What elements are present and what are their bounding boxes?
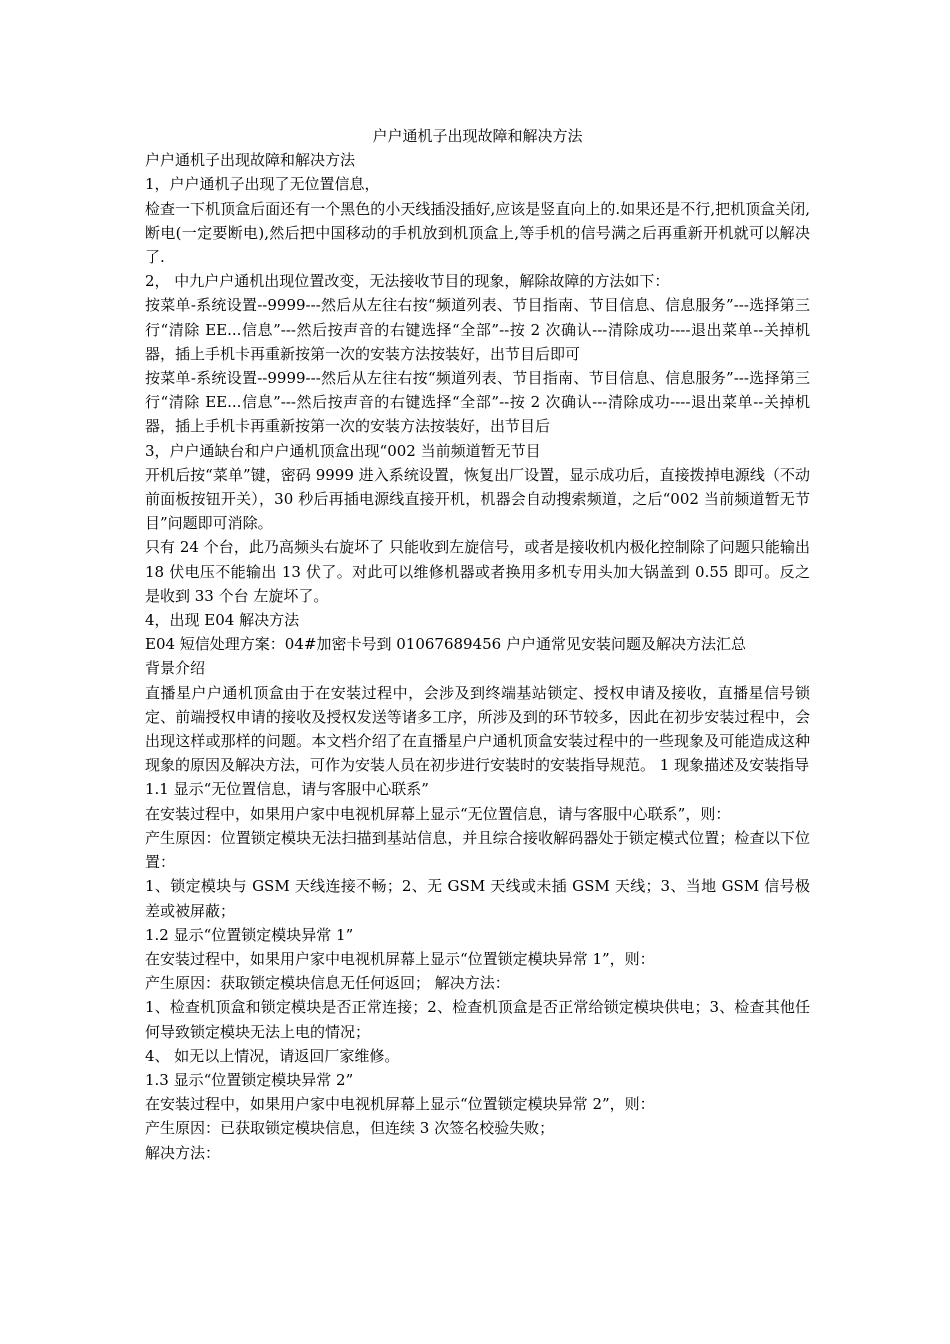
paragraph: 直播星户户通机顶盒由于在安装过程中，会涉及到终端基站锁定、授权申请及接收，直播星信号锁定、前端授权申请的接收及授权发送等诸多工序，所涉及到的环节较多，因此在初步安装过程中，会出现这样或那样的问题。本文档介绍了在直播星户户通机顶盒安装过程中的一些现象及可能造成这种现象的原因及解决方法，可作为安装人员在初步进行安装时的安装指导规范。 1 现象描述及安装指导 (145, 683, 810, 775)
paragraph: 1.1 显示“无位置信息，请与客服中心联系” (145, 780, 429, 799)
paragraph: 按菜单-系统设置--9999---然后从左往右按“频道列表、节目指南、节目信息、信息服务”---选择第三行“清除 EE...信息”---然后按声音的右键选择“全部”--按 2 次确认---清除成功----退出菜单--关掉机器，插上手机卡再重新按第一次的安装方法按装好，出节目后即可 (145, 296, 810, 363)
paragraph: 检查一下机顶盒后面还有一个黑色的小天线插没插好,应该是竖直向上的.如果还是不行,把机顶盒关闭,断电(一定要断电),然后把中国移动的手机放到机顶盒上,等手机的信号满之后再重新开机就可以解决了. (145, 199, 810, 267)
paragraph: 只有 24 个台，此乃高频头右旋坏了 只能收到左旋信号，或者是接收机内极化控制除了问题只能输出 18 伏电压不能输出 13 伏了。对此可以维修机器或者换用多机专用头加大锅盖到 0.55 即可。反之是收到 33 个台 左旋坏了。 (145, 538, 810, 605)
page-title: 户户通机子出现故障和解决方法 (372, 127, 583, 145)
paragraph: 2， 中九户户通机出现位置改变，无法接收节目的现象，解除故障的方法如下： (145, 272, 670, 291)
paragraph: 1.3 显示“位置锁定模块异常 2” (145, 1070, 354, 1089)
paragraph: E04 短信处理方案：04#加密卡号到 01067689456 户户通常见安装问题及解决方法汇总 (145, 635, 746, 654)
paragraph: 背景介绍 (145, 659, 206, 678)
paragraph: 产生原因：获取锁定模块信息无任何返回； 解决方法： (145, 974, 510, 993)
paragraph: 产生原因：已获取锁定模块信息，但连续 3 次签名校验失败； (145, 1119, 555, 1138)
paragraph: 1、检查机顶盒和锁定模块是否正常连接；2、检查机顶盒是否正常给锁定模块供电；3、检查其他任何导致锁定模块无法上电的情况； (145, 998, 810, 1041)
paragraph: 产生原因：位置锁定模块无法扫描到基站信息，并且综合接收解码器处于锁定模式位置；检查以下位置： (145, 828, 810, 872)
paragraph: 在安装过程中，如果用户家中电视机屏幕上显示“位置锁定模块异常 1”，则： (145, 949, 655, 968)
document-body (145, 124, 810, 1165)
paragraph: 1、锁定模块与 GSM 天线连接不畅；2、无 GSM 天线或未插 GSM 天线；3、当地 GSM 信号极差或被屏蔽； (145, 877, 810, 920)
paragraph: 4，出现 E04 解决方法 (145, 611, 300, 630)
paragraph: 1，户户通机子出现了无位置信息， (145, 175, 380, 194)
paragraph: 4、 如无以上情况，请返回厂家维修。 (145, 1046, 400, 1065)
paragraph: 在安装过程中，如果用户家中电视机屏幕上显示“位置锁定模块异常 2”，则： (145, 1095, 655, 1114)
paragraph: 按菜单-系统设置--9999---然后从左往右按“频道列表、节目指南、节目信息、信息服务”---选择第三行“清除 EE...信息”---然后按声音的右键选择“全部”--按 2 次确认---清除成功----退出菜单--关掉机器，插上手机卡再重新按第一次的安装方法按装好，出节目后 (145, 369, 810, 436)
paragraph: 户户通机子出现故障和解决方法 (145, 151, 356, 170)
paragraph: 1.2 显示“位置锁定模块异常 1” (145, 925, 354, 944)
paragraph: 3，户户通缺台和户户通机顶盒出现“002 当前频道暂无节目 (145, 441, 541, 460)
paragraph: 在安装过程中，如果用户家中电视机屏幕上显示“无位置信息，请与客服中心联系”，则： (145, 804, 731, 823)
paragraph: 开机后按“菜单”键，密码 9999 进入系统设置，恢复出厂设置，显示成功后，直接拨掉电源线（不动前面板按钮开关），30 秒后再插电源线直接开机，机器会自动搜索频道，之后“002 当前频道暂无节目”问题即可消除。 (145, 465, 810, 533)
paragraph: 解决方法： (145, 1143, 221, 1162)
